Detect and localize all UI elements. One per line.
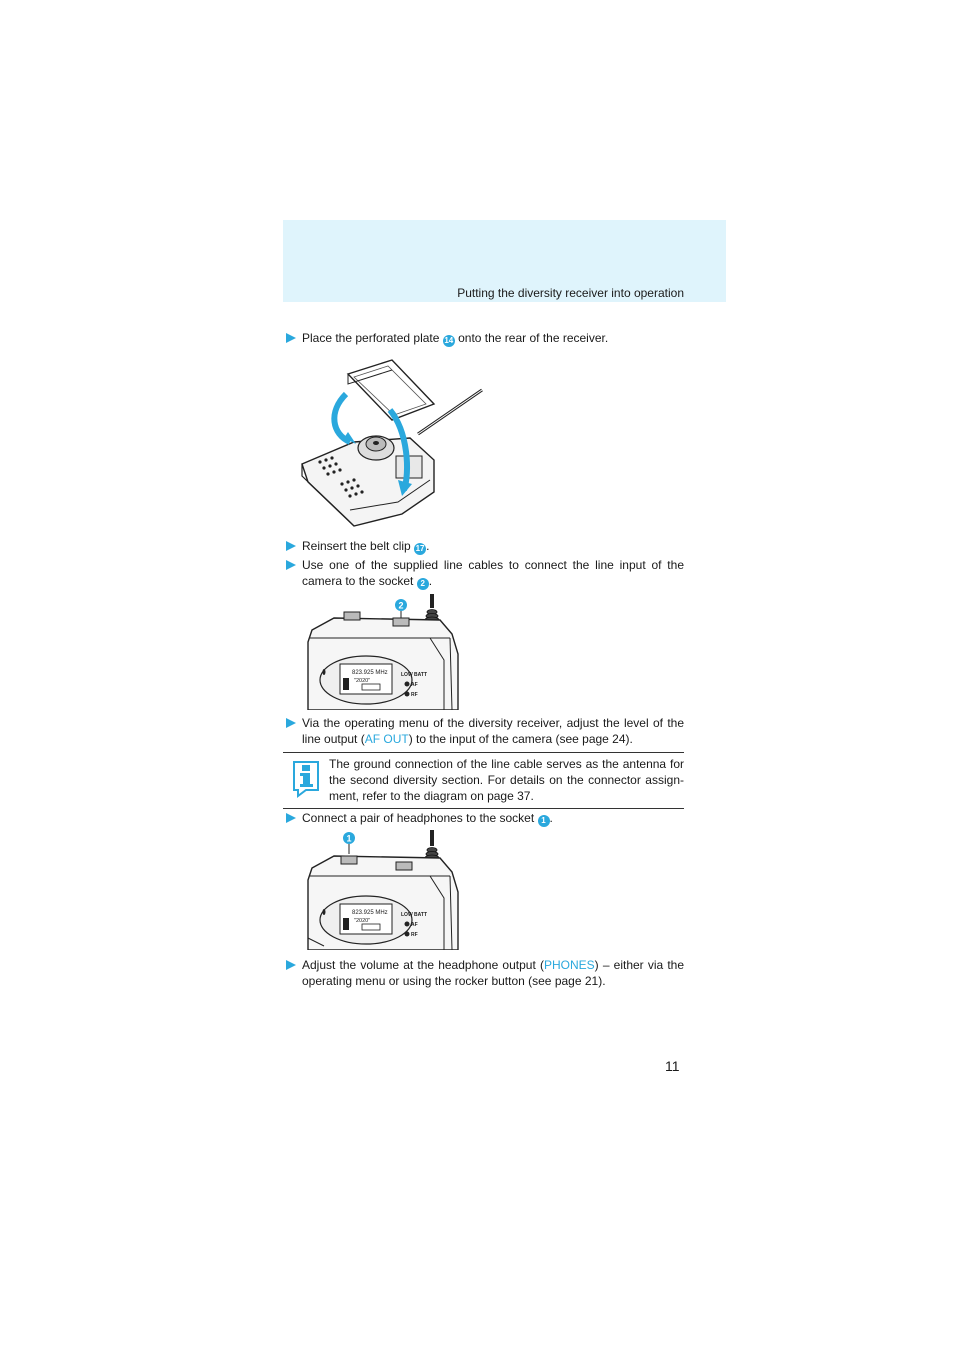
step-arrow-icon <box>286 541 296 551</box>
note-box <box>283 752 684 809</box>
display-name: "2020" <box>354 678 371 684</box>
step-arrow-icon <box>286 813 296 823</box>
receiver-plate-figure <box>298 352 488 532</box>
step-arrow-icon <box>286 718 296 728</box>
low-batt-label: LOW BATT <box>401 672 428 678</box>
step-connect-line-cable <box>286 557 684 590</box>
step-adjust-line-level <box>286 715 684 747</box>
display-frequency: 823.925 MHz <box>352 910 388 916</box>
rf-label: RF <box>411 932 418 938</box>
receiver-socket2-figure <box>300 594 462 710</box>
step-adjust-volume <box>286 957 684 989</box>
socket-callout-1-label: 1 <box>346 833 352 844</box>
step-text: Adjust the volume at the headphone output (PHONES) – either via the operating menu or using the rocker button (see page 21). <box>302 958 685 988</box>
callout-number: 17 <box>415 544 425 553</box>
callout-number: 14 <box>444 336 454 345</box>
receiver-socket1-figure <box>300 830 462 950</box>
step-place-plate <box>286 330 684 347</box>
note-text: The ground connection of the line cable serves as the antenna for the second diversity section. For details on the connector assign-ment, refer to the diagram on page 37. <box>329 757 684 803</box>
callout-number: 1 <box>538 815 550 827</box>
step-text: Reinsert the belt clip 17 . <box>302 539 430 553</box>
socket-callout-2-label: 2 <box>398 600 404 611</box>
header-band <box>283 220 726 302</box>
step-text: Use one of the supplied line cables to connect the line input of the camera to the socket 2 . <box>302 558 684 588</box>
running-header: Putting the diversity receiver into operation <box>457 286 684 300</box>
af-label: AF <box>411 922 418 928</box>
info-icon <box>292 760 320 798</box>
rf-label: RF <box>411 692 418 698</box>
display-frequency: 823.925 MHz <box>352 670 388 676</box>
page-number: 11 <box>665 1058 680 1074</box>
step-text: Connect a pair of headphones to the socket 1 . <box>302 811 553 825</box>
step-reinsert-clip <box>286 538 684 555</box>
menu-keyword: AF OUT <box>364 732 409 746</box>
step-text: Place the perforated plate 14 onto the rear of the receiver. <box>302 331 609 345</box>
step-text: Via the operating menu of the diversity receiver, adjust the level of the line output (AF OUT) to the input of the camera (see page 24). <box>302 716 684 746</box>
step-connect-headphones <box>286 810 684 827</box>
step-arrow-icon <box>286 960 296 970</box>
menu-keyword: PHONES <box>543 958 595 972</box>
callout-number: 2 <box>417 578 429 590</box>
low-batt-label: LOW BATT <box>401 912 428 918</box>
display-name: "2020" <box>354 918 371 924</box>
step-arrow-icon <box>286 560 296 570</box>
step-arrow-icon <box>286 333 296 343</box>
af-label: AF <box>411 682 418 688</box>
